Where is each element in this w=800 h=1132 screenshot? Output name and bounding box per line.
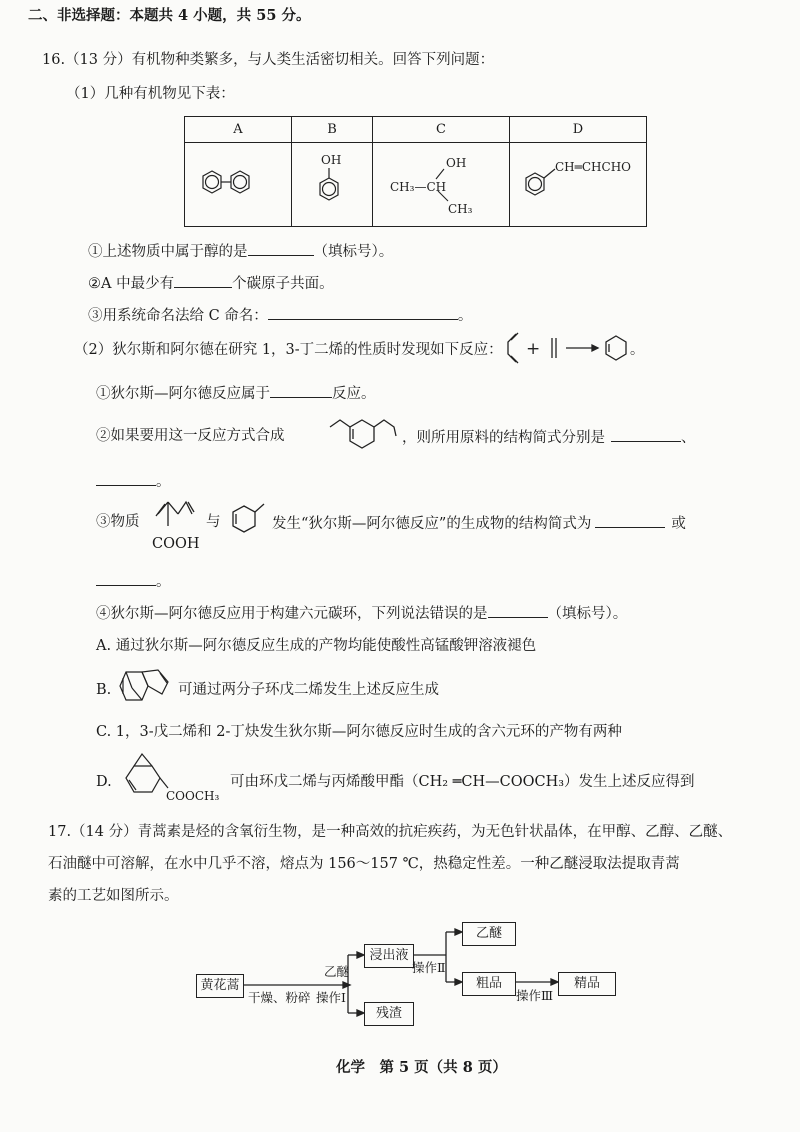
q16-part1-title: （1）几种有机物见下表： <box>66 86 235 102</box>
q16-1-q1 <box>88 240 393 262</box>
q16-1-q2-post: 个碳原子共面。 <box>232 276 334 292</box>
q16-2-q3-pre: ③物质 <box>96 514 140 530</box>
q16-2-q1-text: ①狄尔斯—阿尔德反应属于 <box>96 386 270 402</box>
answer-blank[interactable] <box>270 382 332 398</box>
q16-1-q3-post: 。 <box>457 308 473 324</box>
q16-2-q3-post <box>272 512 686 534</box>
table-cell-c <box>373 143 510 227</box>
q16-1-q3-text: ③用系统命名法给 C 命名： <box>88 308 268 324</box>
q16-2-q3-mid: 与 <box>206 514 221 530</box>
answer-blank[interactable] <box>96 470 156 486</box>
cinnamaldehyde-structure-icon <box>511 147 645 219</box>
phenol-oh-label: OH <box>321 152 342 167</box>
q16-1-q2-text: ②A 中最少有 <box>88 276 175 292</box>
table-header-b: B <box>292 117 373 143</box>
q17-line2: 石油醚中可溶解，在水中几乎不溶，熔点为 156～157 ℃，热稳定性差。一种乙醚浸取法提取青蒿 <box>48 856 680 872</box>
option-d-sub: COOCH₃ <box>166 789 220 803</box>
q16-2-q2-line2 <box>96 470 171 492</box>
flow-fine-box: 精品 <box>558 972 616 996</box>
table-header-a: A <box>185 117 292 143</box>
q17-line3: 素的工艺如图所示。 <box>48 888 179 904</box>
section-heading: 二、非选择题：本题共 4 小题，共 55 分。 <box>28 7 311 24</box>
flow-op1-label: 操作Ⅰ <box>316 990 346 1005</box>
isopropanol-structure-icon <box>376 147 506 219</box>
reaction-end-mark: 。 <box>630 342 644 358</box>
dicyclopentadiene-structure-icon <box>112 664 180 710</box>
cinnamaldehyde-label: CH═CHCHO <box>555 159 632 174</box>
isopropanol-oh-label: OH <box>446 155 467 170</box>
q16-1-q1-post: （填标号）。 <box>313 244 394 260</box>
methacrylic-acid-structure-icon <box>144 494 204 534</box>
flow-crude-box: 粗品 <box>462 972 516 996</box>
answer-blank[interactable] <box>595 512 665 528</box>
option-b-label: B. <box>96 682 112 698</box>
diels-alder-reaction-icon <box>500 326 650 370</box>
q16-2-q1 <box>96 382 376 404</box>
answer-blank[interactable] <box>248 240 314 256</box>
flow-op2-label: 操作Ⅱ <box>412 960 446 975</box>
isopropanol-ch3-label: CH₃ <box>448 201 473 216</box>
page-footer: 化学 第 5 页（共 8 页） <box>336 1059 507 1076</box>
q16-2-q3-line2 <box>96 570 171 592</box>
q16-2-q2-period: 。 <box>156 474 171 490</box>
phenol-structure-icon <box>297 148 367 218</box>
q16-2-q2-pre: ②如果要用这一反应方式合成 <box>96 428 285 444</box>
flow-step1-label: 干燥、粉碎 <box>248 990 311 1005</box>
molecule-table <box>184 116 647 227</box>
q16-1-q2 <box>88 272 334 294</box>
q16-2-q3-period: 。 <box>156 574 171 590</box>
q16-1-q1-text: ①上述物质中属于醇的是 <box>88 244 248 260</box>
target-cyclohexene-structure-icon <box>322 408 402 462</box>
q16-2-q3-cooh: COOH <box>152 536 200 552</box>
q16-2-q2-sep: 、 <box>681 430 696 446</box>
option-a: A. 通过狄尔斯—阿尔德反应生成的产物均能使酸性高锰酸钾溶液褪色 <box>96 638 537 654</box>
q16-2-q4 <box>96 602 627 624</box>
flow-solvent-label: 乙醚 <box>324 964 350 979</box>
table-cell-d <box>510 143 647 227</box>
table-cell-a <box>185 143 292 227</box>
reaction-plus: + <box>526 339 541 359</box>
q16-2-q3-post-text: 发生“狄尔斯—阿尔德反应”的生成物的结构简式为 <box>272 516 592 532</box>
answer-blank[interactable] <box>488 602 548 618</box>
methylcyclohexadiene-structure-icon <box>222 494 276 544</box>
option-b-text: 可通过两分子环戊二烯发生上述反应生成 <box>178 682 439 698</box>
option-d-text: 可由环戊二烯与丙烯酸甲酯（CH₂ ═CH—COOCH₃）发生上述反应得到 <box>230 774 695 790</box>
flow-extract-box: 浸出液 <box>364 944 414 968</box>
table-header-c: C <box>373 117 510 143</box>
q16-2-q3-or: 或 <box>671 516 686 532</box>
option-d-label: D. <box>96 774 112 790</box>
biphenyl-structure-icon <box>188 158 288 208</box>
q16-2-q4-post: （填标号）。 <box>547 606 628 622</box>
q16-2-q2-post <box>402 426 696 448</box>
q16-1-q3 <box>88 304 472 326</box>
answer-blank[interactable] <box>96 570 156 586</box>
table-header-d: D <box>510 117 647 143</box>
answer-blank[interactable] <box>268 304 458 320</box>
q16-2-q1-post: 反应。 <box>332 386 376 402</box>
q17-line1: 17.（14 分）青蒿素是烃的含氧衍生物，是一种高效的抗疟疾药，为无色针状晶体，在甲醇、乙醇、乙醚、 <box>48 824 733 840</box>
answer-blank[interactable] <box>174 272 232 288</box>
table-cell-b <box>292 143 373 227</box>
flow-residue-box: 残渣 <box>364 1002 414 1026</box>
option-c: C. 1，3-戊二烯和 2-丁炔发生狄尔斯—阿尔德反应时生成的含六元环的产物有两种 <box>96 724 622 740</box>
answer-blank[interactable] <box>611 426 681 442</box>
isopropanol-main-label: CH₃—CH <box>390 179 447 194</box>
q16-2-q4-text: ④狄尔斯—阿尔德反应用于构建六元碳环，下列说法错误的是 <box>96 606 488 622</box>
flow-op3-label: 操作Ⅲ <box>516 988 554 1003</box>
q16-intro: 16.（13 分）有机物种类繁多，与人类生活密切相关。回答下列问题： <box>42 52 495 68</box>
q16-part2-title: （2）狄尔斯和阿尔德在研究 1，3-丁二烯的性质时发现如下反应： <box>74 342 503 358</box>
flow-ether-box: 乙醚 <box>462 922 516 946</box>
q16-2-q2-post-text: ，则所用原料的结构简式分别是 <box>402 430 605 446</box>
flow-start-box: 黄花蒿 <box>196 974 244 998</box>
